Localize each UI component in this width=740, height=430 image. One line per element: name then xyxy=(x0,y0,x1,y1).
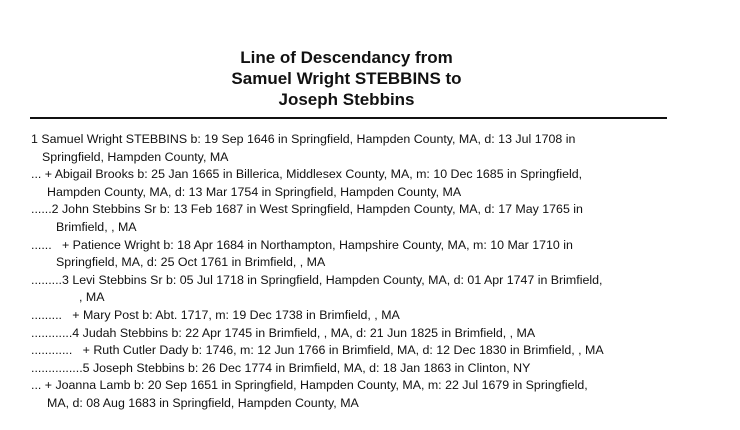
entry-levi-stebbins-sr xyxy=(31,272,711,307)
entry-line: ... + Joanna Lamb b: 20 Sep 1651 in Springfield, Hampden County, MA, m: 22 Jul 1679 in Springfield, xyxy=(31,378,588,393)
entry-continuation: Hampden County, MA, d: 13 Mar 1754 in Springfield, Hampden County, MA xyxy=(47,184,462,199)
entry-line: 1 Samuel Wright STEBBINS b: 19 Sep 1646 in Springfield, Hampden County, MA, d: 13 Jul 1708 in xyxy=(31,132,576,146)
entry-samuel-wright-stebbins xyxy=(31,131,711,166)
entry-mary-post xyxy=(31,307,711,325)
entry-ruth-cutler-dady xyxy=(31,342,711,360)
entry-line: ............ + Ruth Cutler Dady b: 1746, m: 12 Jun 1766 in Brimfield, MA, d: 12 Dec 1830 in Brimfield, , MA xyxy=(31,343,604,358)
report-title xyxy=(0,47,693,110)
entry-continuation: MA, d: 08 Aug 1683 in Springfield, Hampden County, MA xyxy=(47,395,359,410)
entry-line: .........3 Levi Stebbins Sr b: 05 Jul 1718 in Springfield, Hampden County, MA, d: 01 Apr 1747 in Brimfield, xyxy=(31,272,603,287)
title-line-2: Samuel Wright STEBBINS to xyxy=(231,69,462,88)
descendancy-list xyxy=(31,131,711,413)
entry-continuation: Brimfield, , MA xyxy=(56,219,137,234)
entry-joseph-stebbins xyxy=(31,360,711,378)
entry-continuation: Springfield, Hampden County, MA xyxy=(42,149,229,164)
entry-continuation: , MA xyxy=(79,290,105,305)
entry-line: ...............5 Joseph Stebbins b: 26 Dec 1774 in Brimfield, MA, d: 18 Jan 1863 in Clinton, NY xyxy=(31,360,531,375)
entry-john-stebbins-sr xyxy=(31,201,711,236)
entry-line: ............4 Judah Stebbins b: 22 Apr 1745 in Brimfield, , MA, d: 21 Jun 1825 in Brimfield, , MA xyxy=(31,325,536,340)
title-line-1: Line of Descendancy from xyxy=(240,48,453,67)
title-line-3: Joseph Stebbins xyxy=(278,90,415,109)
entry-line: ......2 John Stebbins Sr b: 13 Feb 1687 in West Springfield, Hampden County, MA, d: 17 May 1765 in xyxy=(31,202,583,217)
entry-abigail-brooks xyxy=(31,166,711,201)
entry-line: ...... + Patience Wright b: 18 Apr 1684 in Northampton, Hampshire County, MA, m: 10 Mar 1710 in xyxy=(31,237,573,252)
entry-line: ......... + Mary Post b: Abt. 1717, m: 19 Dec 1738 in Brimfield, , MA xyxy=(31,307,400,322)
entry-joanna-lamb xyxy=(31,377,711,412)
entry-continuation: Springfield, MA, d: 25 Oct 1761 in Brimfield, , MA xyxy=(56,255,326,270)
entry-line: ... + Abigail Brooks b: 25 Jan 1665 in Billerica, Middlesex County, MA, m: 10 Dec 1685 in Springfield, xyxy=(31,167,583,182)
entry-patience-wright xyxy=(31,237,711,272)
title-divider xyxy=(30,117,667,119)
entry-judah-stebbins xyxy=(31,325,711,343)
